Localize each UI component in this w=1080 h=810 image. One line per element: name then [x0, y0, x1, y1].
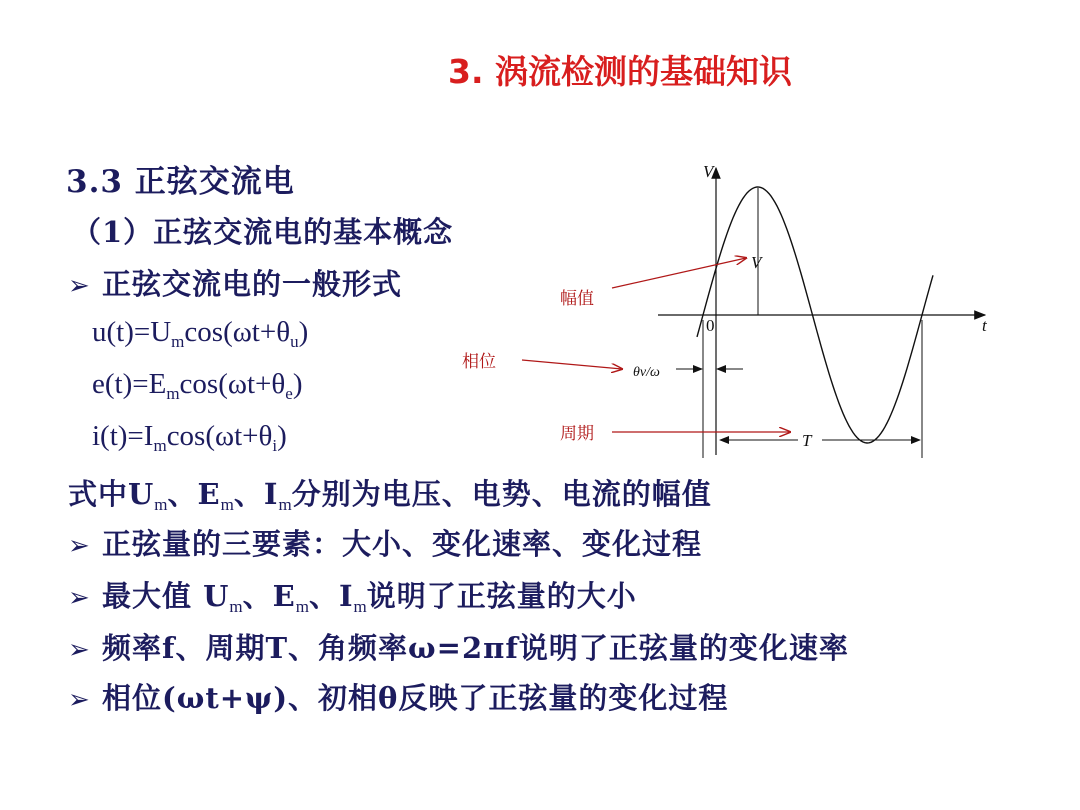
- formula-sub: m: [171, 332, 185, 351]
- formula-sub: m: [166, 384, 180, 403]
- x-axis-label: t: [982, 316, 987, 335]
- bullet-text: 、I: [308, 579, 354, 613]
- formula-mid: cos(ωt+θ: [184, 316, 291, 348]
- amplitude-annotation-arrow: [612, 258, 746, 288]
- formula-end: ): [292, 368, 303, 400]
- bullet-arrow-icon: ➢: [68, 685, 91, 715]
- phase-symbol: θv/ω: [633, 365, 660, 380]
- bullet-sub: m: [229, 597, 243, 616]
- period-symbol: T: [802, 431, 812, 450]
- subsection-heading: （1）正弦交流电的基本概念: [72, 215, 454, 249]
- note-text: 、E: [167, 477, 221, 511]
- phase-annotation: 相位: [462, 352, 496, 372]
- amplitude-symbol: V: [751, 253, 762, 272]
- formula-sub: m: [153, 436, 167, 455]
- bullet-sub: m: [353, 597, 367, 616]
- note-text: 式中U: [68, 477, 155, 511]
- note-text: 分别为电压、电势、电流的幅值: [291, 477, 712, 511]
- note-text: 、I: [233, 477, 279, 511]
- period-annotation: 周期: [560, 424, 594, 444]
- bullet-arrow-icon: ➢: [68, 583, 91, 613]
- formula-sub: e: [285, 384, 293, 403]
- formula-lhs: e(t)=E: [92, 368, 167, 400]
- bullet-text: 最大值 U: [102, 579, 230, 613]
- y-axis-label: V: [703, 162, 714, 181]
- bullet-text: 相位(ωt+ψ)、初相θ反映了正弦量的变化过程: [102, 681, 729, 715]
- formula-end: ): [277, 420, 287, 452]
- bullet-text: 正弦量的三要素：大小、变化速率、变化过程: [102, 527, 703, 561]
- formula-lhs: i(t)=I: [92, 420, 154, 452]
- note-sub: m: [220, 495, 234, 514]
- phase-annotation-arrow: [522, 360, 622, 369]
- formula-end: ): [298, 316, 309, 348]
- bullet-sub: m: [295, 597, 309, 616]
- bullet-text: 说明了正弦量的大小: [366, 579, 637, 613]
- formula-sub: u: [290, 332, 299, 351]
- bullet-text: 、E: [242, 579, 296, 613]
- note-sub: m: [154, 495, 168, 514]
- section-heading: 3.3 正弦交流电: [66, 164, 295, 200]
- origin-label: 0: [706, 316, 715, 335]
- bullet-text: 频率f、周期T、角频率ω=2πf说明了正弦量的变化速率: [102, 631, 849, 665]
- slide-title: 3. 涡流检测的基础知识: [448, 52, 792, 91]
- note-sub: m: [278, 495, 292, 514]
- bullet-arrow-icon: ➢: [68, 271, 91, 301]
- amplitude-annotation: 幅值: [560, 289, 594, 309]
- formula-mid: cos(ωt+θ: [179, 368, 286, 400]
- formula-mid: cos(ωt+θ: [166, 420, 273, 452]
- bullet-arrow-icon: ➢: [68, 531, 91, 561]
- bullet-arrow-icon: ➢: [68, 635, 91, 665]
- formula-sub: i: [272, 436, 278, 455]
- formula-lhs: u(t)=U: [92, 316, 172, 348]
- general-form-heading: 正弦交流电的一般形式: [102, 267, 403, 301]
